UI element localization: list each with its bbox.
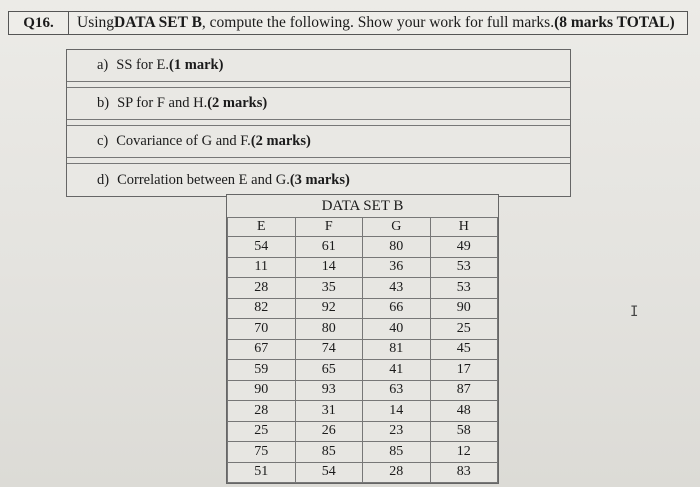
question-total-marks: (8 marks TOTAL)	[554, 14, 675, 31]
table-body	[228, 237, 498, 483]
table-cell: 14	[295, 257, 363, 278]
table-cell: 75	[228, 442, 296, 463]
part-c	[67, 126, 570, 158]
table-cell: 54	[228, 237, 296, 258]
table-row	[228, 237, 498, 258]
table-cell: 28	[228, 401, 296, 422]
table-header-row	[228, 218, 498, 237]
table-cell: 87	[430, 380, 498, 401]
part-text: Correlation between E and G.	[117, 171, 290, 188]
table-cell: 49	[430, 237, 498, 258]
table-cell: 90	[228, 380, 296, 401]
table-cell: 85	[363, 442, 431, 463]
part-text: SP for F and H.	[117, 95, 208, 111]
table-cell: 48	[430, 401, 498, 422]
question-number: Q16.	[9, 12, 69, 34]
question-text-prefix: Using	[77, 14, 115, 31]
table-cell: 67	[228, 339, 296, 360]
part-letter: b)	[97, 95, 110, 111]
table-cell: 12	[430, 442, 498, 463]
table-cell: 61	[295, 237, 363, 258]
table-cell: 25	[430, 319, 498, 340]
table-cell: 40	[363, 319, 431, 340]
table-row	[228, 278, 498, 299]
part-marks: (2 marks)	[250, 133, 311, 149]
table-cell: 82	[228, 298, 296, 319]
table-cell: 53	[430, 257, 498, 278]
part-marks: (3 marks)	[289, 171, 350, 188]
column-header: F	[295, 218, 363, 237]
table-row	[228, 421, 498, 442]
question-text-mid: , compute the following. Show your work for full marks.	[201, 14, 555, 31]
data-set-table	[226, 194, 499, 484]
table-cell: 80	[295, 319, 363, 340]
table-cell: 92	[295, 298, 363, 319]
table-cell: 90	[430, 298, 498, 319]
table-cell: 36	[363, 257, 431, 278]
table-cell: 54	[295, 462, 363, 483]
table-row	[228, 298, 498, 319]
part-letter: a)	[97, 57, 109, 73]
part-letter: c)	[97, 133, 109, 149]
column-header: G	[363, 218, 431, 237]
table-cell: 66	[363, 298, 431, 319]
text-cursor-icon: I	[630, 304, 639, 320]
table-cell: 23	[363, 421, 431, 442]
question-parts	[66, 49, 571, 197]
table-cell: 70	[228, 319, 296, 340]
table-cell: 51	[228, 462, 296, 483]
part-text: Covariance of G and F.	[116, 133, 251, 149]
table-cell: 83	[430, 462, 498, 483]
data-table	[227, 217, 498, 483]
table-cell: 17	[430, 360, 498, 381]
table-cell: 28	[363, 462, 431, 483]
part-d	[67, 164, 570, 196]
table-cell: 45	[430, 339, 498, 360]
table-cell: 63	[363, 380, 431, 401]
table-cell: 65	[295, 360, 363, 381]
table-row	[228, 401, 498, 422]
table-row	[228, 462, 498, 483]
column-header: H	[430, 218, 498, 237]
table-cell: 31	[295, 401, 363, 422]
part-text: SS for E.	[116, 57, 170, 73]
table-cell: 26	[295, 421, 363, 442]
table-cell: 53	[430, 278, 498, 299]
table-row	[228, 339, 498, 360]
table-cell: 14	[363, 401, 431, 422]
table-cell: 85	[295, 442, 363, 463]
part-letter: d)	[97, 171, 110, 188]
table-cell: 41	[363, 360, 431, 381]
question-dataset-name: DATA SET B	[114, 14, 202, 31]
table-row	[228, 319, 498, 340]
table-cell: 35	[295, 278, 363, 299]
table-row	[228, 380, 498, 401]
part-a	[67, 50, 570, 82]
table-row	[228, 257, 498, 278]
question-header	[8, 11, 688, 35]
table-cell: 80	[363, 237, 431, 258]
table-row	[228, 442, 498, 463]
part-marks: (2 marks)	[207, 95, 268, 111]
table-cell: 81	[363, 339, 431, 360]
table-cell: 74	[295, 339, 363, 360]
table-cell: 93	[295, 380, 363, 401]
part-marks: (1 mark)	[169, 57, 224, 73]
table-row	[228, 360, 498, 381]
table-cell: 25	[228, 421, 296, 442]
table-cell: 11	[228, 257, 296, 278]
table-cell: 43	[363, 278, 431, 299]
question-text	[69, 12, 675, 34]
table-cell: 28	[228, 278, 296, 299]
table-cell: 58	[430, 421, 498, 442]
column-header: E	[228, 218, 296, 237]
part-b	[67, 88, 570, 120]
table-cell: 59	[228, 360, 296, 381]
table-title: DATA SET B	[321, 197, 404, 214]
